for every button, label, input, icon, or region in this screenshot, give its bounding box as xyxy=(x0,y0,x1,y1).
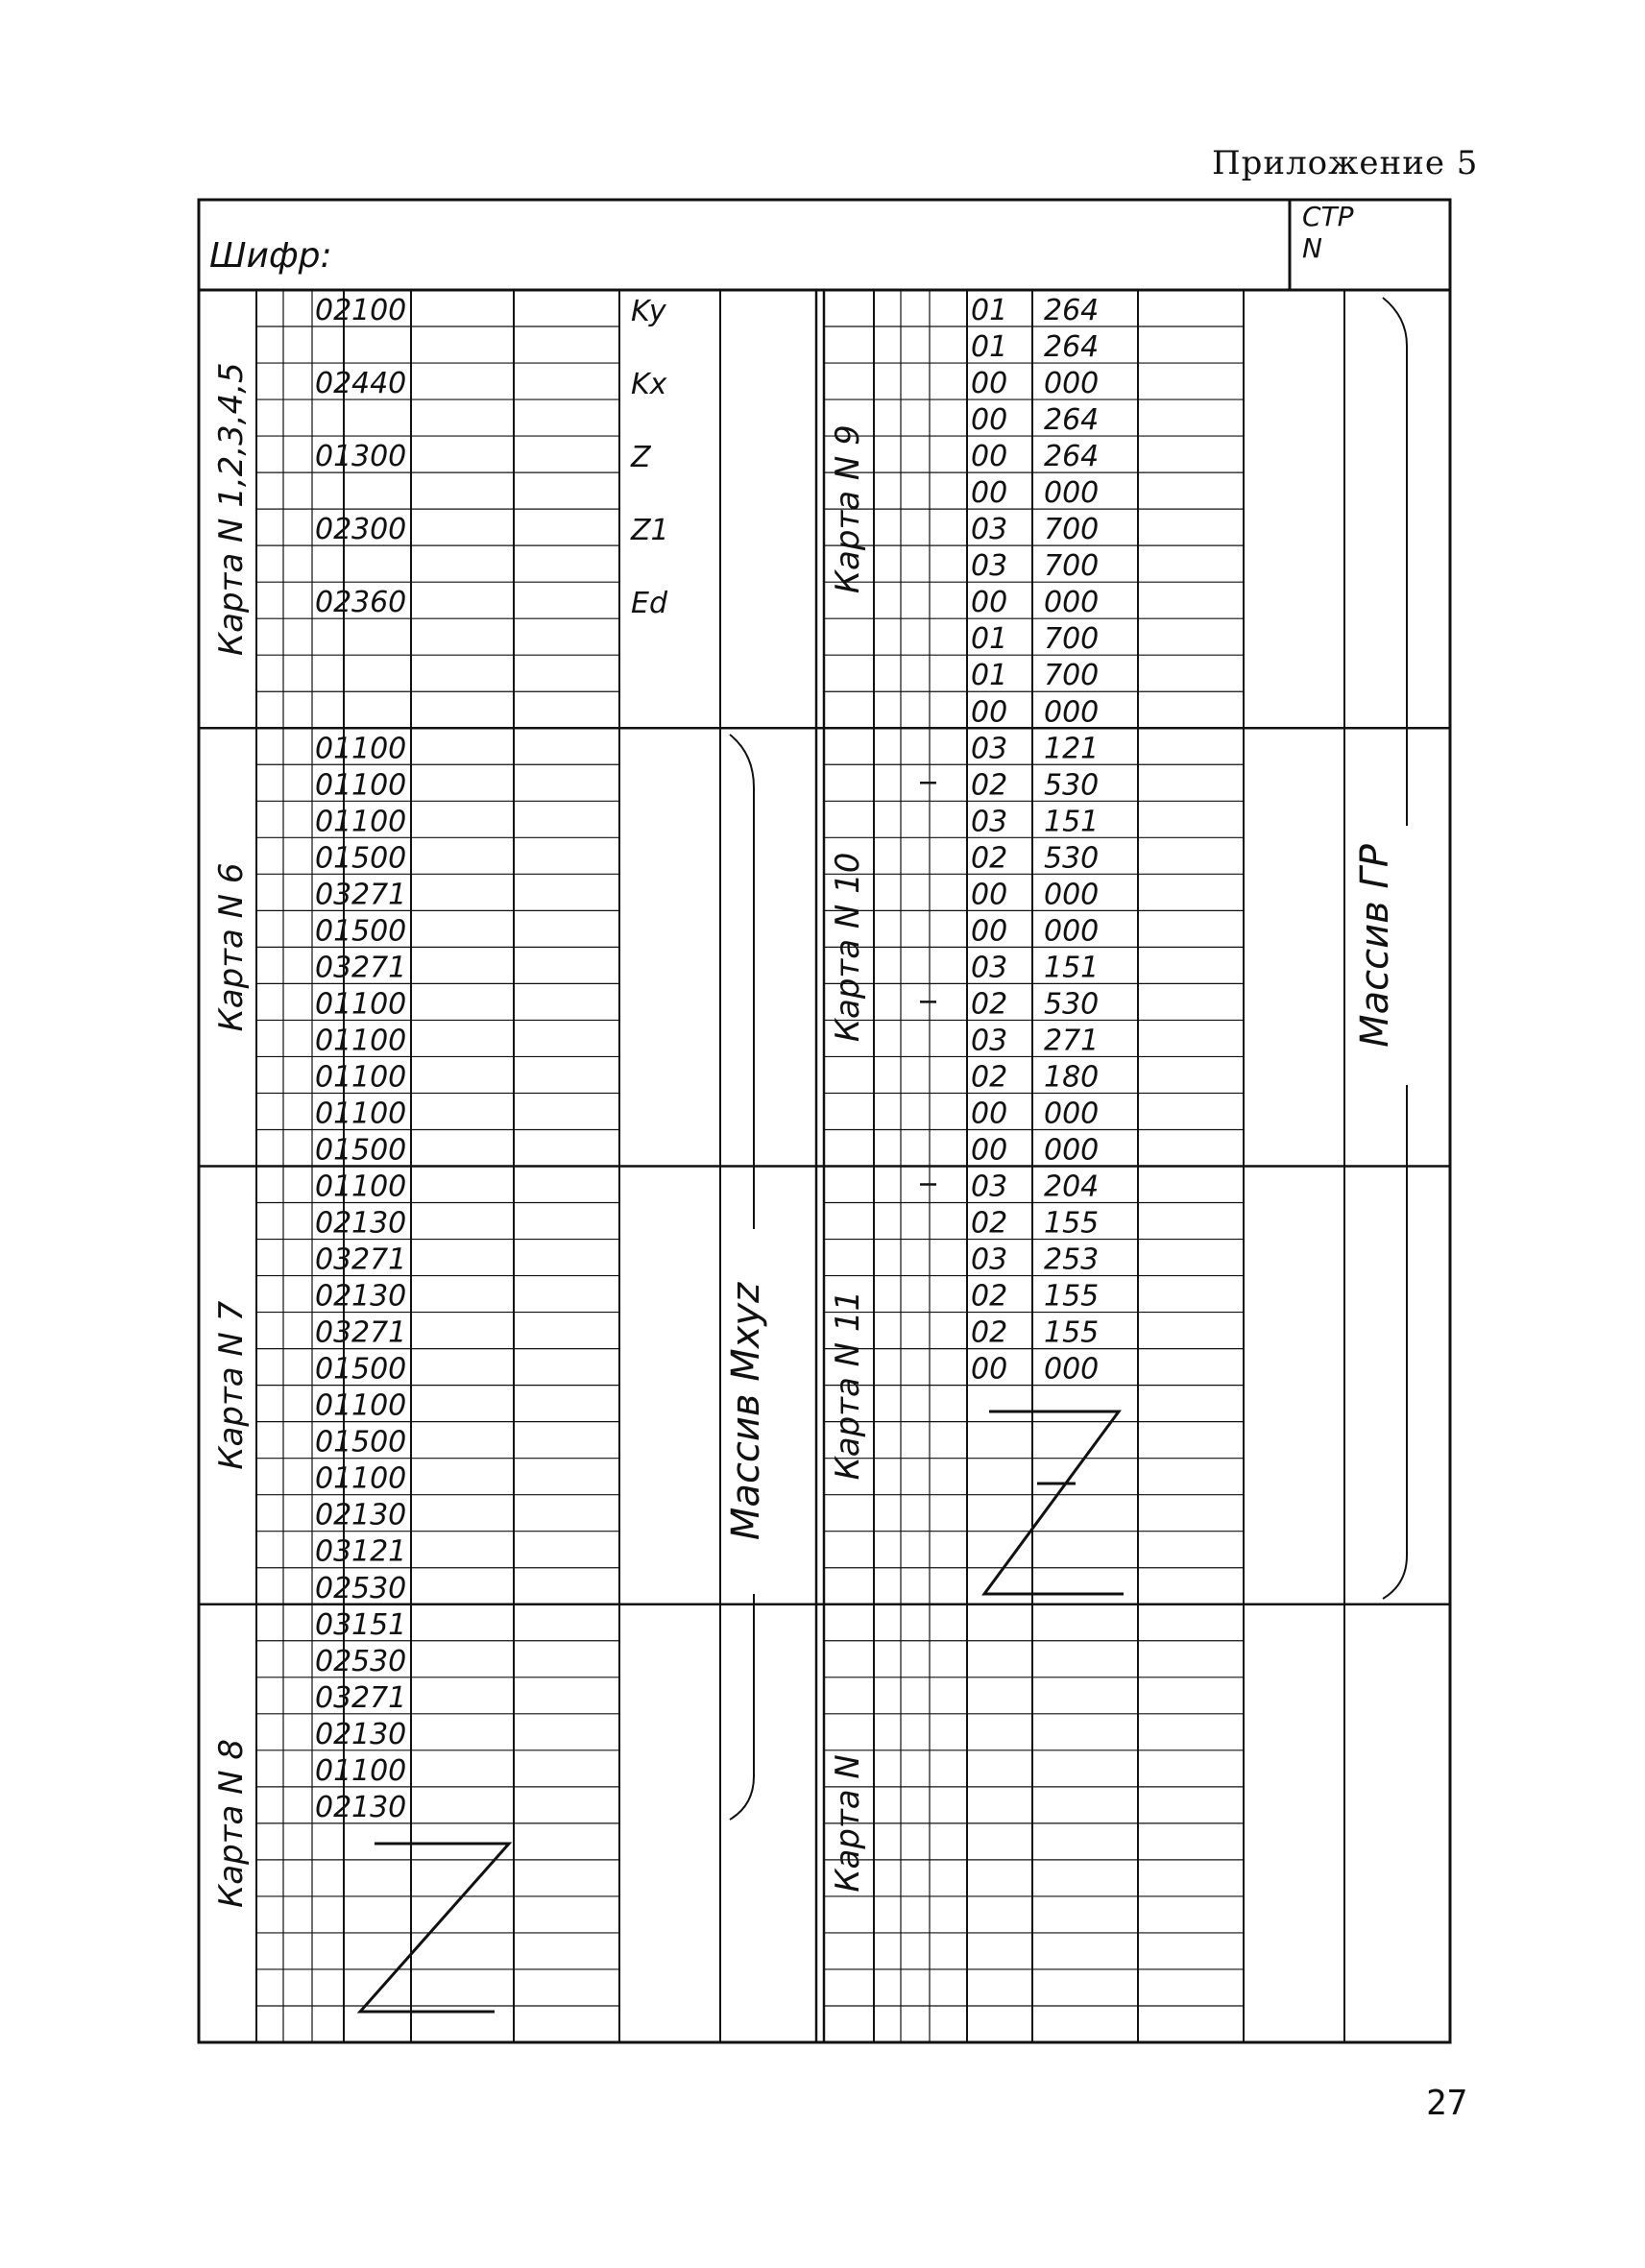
right-code-0-2: 00 xyxy=(971,367,1008,401)
left-code-0-0: 02 xyxy=(315,294,352,328)
left-code-1-1: 01 xyxy=(315,768,352,803)
right-value-0-8: 000 xyxy=(1044,586,1100,620)
right-value-1-7: 530 xyxy=(1044,987,1100,1022)
left-value-3-1: 530 xyxy=(351,1644,407,1678)
left-value-2-6: 100 xyxy=(351,1388,407,1423)
right-value-2-2: 253 xyxy=(1044,1243,1100,1277)
left-code-3-5: 02 xyxy=(315,1790,352,1824)
right-value-1-1: 530 xyxy=(1044,768,1100,803)
left-code-2-10: 03 xyxy=(315,1534,352,1569)
right-value-1-3: 530 xyxy=(1044,841,1100,876)
page-label-line2: N xyxy=(1302,232,1322,264)
right-code-1-7: 02 xyxy=(971,987,1008,1022)
left-value-2-1: 130 xyxy=(351,1206,407,1241)
right-value-0-6: 700 xyxy=(1044,513,1100,547)
right-code-0-6: 03 xyxy=(971,513,1008,547)
right-code-2-5: 00 xyxy=(971,1352,1008,1387)
right-code-1-11: 00 xyxy=(971,1133,1008,1168)
left-value-2-8: 100 xyxy=(351,1461,407,1496)
right-value-2-0: 204 xyxy=(1044,1170,1100,1204)
left-value-1-10: 100 xyxy=(351,1097,407,1131)
left-code-0-6: 02 xyxy=(315,513,352,547)
left-value-1-9: 100 xyxy=(351,1060,407,1095)
right-code-1-3: 02 xyxy=(971,841,1008,876)
left-value-2-4: 271 xyxy=(351,1315,407,1350)
left-value-0-4: 300 xyxy=(351,440,407,474)
right-code-1-2: 03 xyxy=(971,805,1008,839)
right-code-1-4: 00 xyxy=(971,878,1008,912)
page-number: 27 xyxy=(1426,2084,1468,2123)
right-code-0-10: 01 xyxy=(971,659,1008,693)
array-mxyz-label: Массив Mxyz xyxy=(724,1282,768,1541)
left-value-3-4: 100 xyxy=(351,1753,407,1788)
left-code-3-2: 03 xyxy=(315,1680,352,1715)
left-value-3-0: 151 xyxy=(351,1607,407,1642)
right-code-0-8: 00 xyxy=(971,586,1008,620)
right-code-1-0: 03 xyxy=(971,732,1008,766)
left-code-2-1: 02 xyxy=(315,1206,352,1241)
left-value-2-10: 121 xyxy=(351,1534,407,1569)
left-value-2-5: 500 xyxy=(351,1352,407,1387)
left-code-2-4: 03 xyxy=(315,1315,352,1350)
right-card-label-3: Карта N xyxy=(829,1754,867,1893)
left-value-1-4: 271 xyxy=(351,878,407,912)
left-code-2-2: 03 xyxy=(315,1243,352,1277)
header-box xyxy=(199,200,1450,290)
right-value-0-9: 700 xyxy=(1044,622,1100,657)
form-annotations xyxy=(360,298,1407,2012)
variable-label-3: Z1 xyxy=(631,514,669,548)
right-code-0-5: 00 xyxy=(971,476,1008,511)
left-value-1-6: 271 xyxy=(351,951,407,985)
left-code-3-0: 03 xyxy=(315,1607,352,1642)
left-value-3-3: 130 xyxy=(351,1717,407,1751)
right-card-label-1: Карта N 10 xyxy=(829,852,867,1043)
left-card-label-1: Карта N 6 xyxy=(212,862,251,1032)
left-value-1-5: 500 xyxy=(351,914,407,949)
variable-label-0: Ky xyxy=(631,295,666,329)
cancel-mark-left xyxy=(360,1844,509,2012)
right-code-1-5: 00 xyxy=(971,914,1008,949)
left-code-1-2: 01 xyxy=(315,805,352,839)
right-card-label-0: Карта N 9 xyxy=(829,424,867,594)
right-code-0-0: 01 xyxy=(971,294,1008,328)
right-value-1-9: 180 xyxy=(1044,1060,1100,1095)
right-code-0-3: 00 xyxy=(971,403,1008,438)
left-code-1-11: 01 xyxy=(315,1133,352,1168)
right-value-2-3: 155 xyxy=(1044,1279,1100,1314)
right-code-1-9: 02 xyxy=(971,1060,1008,1095)
brace-mxyz xyxy=(730,735,754,1820)
right-value-0-0: 264 xyxy=(1044,294,1100,328)
right-code-0-11: 00 xyxy=(971,695,1008,730)
right-value-2-4: 155 xyxy=(1044,1315,1100,1350)
left-code-3-4: 01 xyxy=(315,1753,352,1788)
left-code-2-5: 01 xyxy=(315,1352,352,1387)
left-code-2-6: 01 xyxy=(315,1388,352,1423)
variable-label-4: Ed xyxy=(631,587,667,621)
left-value-1-0: 100 xyxy=(351,732,407,766)
left-code-1-9: 01 xyxy=(315,1060,352,1095)
right-value-2-1: 155 xyxy=(1044,1206,1100,1241)
right-value-1-11: 000 xyxy=(1044,1133,1100,1168)
right-value-0-10: 700 xyxy=(1044,659,1100,693)
right-code-2-0: 03 xyxy=(971,1170,1008,1204)
left-code-1-5: 01 xyxy=(315,914,352,949)
right-code-1-6: 03 xyxy=(971,951,1008,985)
left-code-2-8: 01 xyxy=(315,1461,352,1496)
right-value-0-4: 264 xyxy=(1044,440,1100,474)
left-value-0-2: 440 xyxy=(351,367,407,401)
right-value-1-5: 000 xyxy=(1044,914,1100,949)
cancel-mark-right xyxy=(984,1411,1124,1594)
left-code-2-9: 02 xyxy=(315,1498,352,1532)
left-value-2-0: 100 xyxy=(351,1170,407,1204)
right-value-1-10: 000 xyxy=(1044,1097,1100,1131)
left-value-2-3: 130 xyxy=(351,1279,407,1314)
left-value-0-0: 100 xyxy=(351,294,407,328)
right-card-label-2: Карта N 11 xyxy=(829,1290,867,1481)
right-value-0-11: 000 xyxy=(1044,695,1100,730)
left-code-1-8: 01 xyxy=(315,1024,352,1058)
right-code-0-7: 03 xyxy=(971,549,1008,584)
left-code-2-3: 02 xyxy=(315,1279,352,1314)
right-value-1-0: 121 xyxy=(1044,732,1100,766)
left-code-0-2: 02 xyxy=(315,367,352,401)
right-code-2-1: 02 xyxy=(971,1206,1008,1241)
left-value-2-2: 271 xyxy=(351,1243,407,1277)
right-value-1-8: 271 xyxy=(1044,1024,1100,1058)
right-value-0-2: 000 xyxy=(1044,367,1100,401)
left-code-2-0: 01 xyxy=(315,1170,352,1204)
left-value-1-3: 500 xyxy=(351,841,407,876)
right-code-2-4: 02 xyxy=(971,1315,1008,1350)
left-card-label-3: Карта N 8 xyxy=(212,1738,251,1908)
right-code-1-8: 03 xyxy=(971,1024,1008,1058)
left-value-0-8: 360 xyxy=(351,586,407,620)
left-value-1-8: 100 xyxy=(351,1024,407,1058)
right-code-2-2: 03 xyxy=(971,1243,1008,1277)
left-value-1-11: 500 xyxy=(351,1133,407,1168)
right-code-0-9: 01 xyxy=(971,622,1008,657)
right-code-1-10: 00 xyxy=(971,1097,1008,1131)
left-value-1-2: 100 xyxy=(351,805,407,839)
left-code-2-7: 01 xyxy=(315,1425,352,1460)
cipher-label: Шифр: xyxy=(209,236,332,276)
variable-label-2: Z xyxy=(631,441,651,475)
page-label-line1: СТР xyxy=(1302,201,1354,232)
right-value-1-4: 000 xyxy=(1044,878,1100,912)
right-value-2-5: 000 xyxy=(1044,1352,1100,1387)
left-code-0-4: 01 xyxy=(315,440,352,474)
left-value-1-1: 100 xyxy=(351,768,407,803)
right-code-2-3: 02 xyxy=(971,1279,1008,1314)
appendix-label: Приложение 5 xyxy=(1212,144,1479,182)
right-value-0-3: 264 xyxy=(1044,403,1100,438)
left-value-1-7: 100 xyxy=(351,987,407,1022)
left-code-0-8: 02 xyxy=(315,586,352,620)
left-code-1-4: 03 xyxy=(315,878,352,912)
left-code-3-3: 02 xyxy=(315,1717,352,1751)
array-gr-label: Массив ГР xyxy=(1353,844,1397,1048)
left-value-2-7: 500 xyxy=(351,1425,407,1460)
right-code-0-4: 00 xyxy=(971,440,1008,474)
left-value-2-11: 530 xyxy=(351,1571,407,1605)
left-value-2-9: 130 xyxy=(351,1498,407,1532)
left-card-label-2: Карта N 7 xyxy=(212,1300,251,1470)
right-value-0-7: 700 xyxy=(1044,549,1100,584)
right-value-0-5: 000 xyxy=(1044,476,1100,511)
left-value-3-2: 271 xyxy=(351,1680,407,1715)
left-code-1-7: 01 xyxy=(315,987,352,1022)
left-code-3-1: 02 xyxy=(315,1644,352,1678)
left-value-3-5: 130 xyxy=(351,1790,407,1824)
left-code-2-11: 02 xyxy=(315,1571,352,1605)
right-value-1-6: 151 xyxy=(1044,951,1100,985)
left-card-label-0: Карта N 1,2,3,4,5 xyxy=(212,362,251,656)
left-code-1-10: 01 xyxy=(315,1097,352,1131)
right-code-0-1: 01 xyxy=(971,330,1008,365)
left-code-1-0: 01 xyxy=(315,732,352,766)
left-code-1-6: 03 xyxy=(315,951,352,985)
right-value-0-1: 264 xyxy=(1044,330,1100,365)
variable-label-1: Kx xyxy=(631,368,667,402)
left-value-0-6: 300 xyxy=(351,513,407,547)
right-value-1-2: 151 xyxy=(1044,805,1100,839)
left-code-1-3: 01 xyxy=(315,841,352,876)
form-values xyxy=(212,294,1397,1908)
right-code-1-1: 02 xyxy=(971,768,1008,803)
